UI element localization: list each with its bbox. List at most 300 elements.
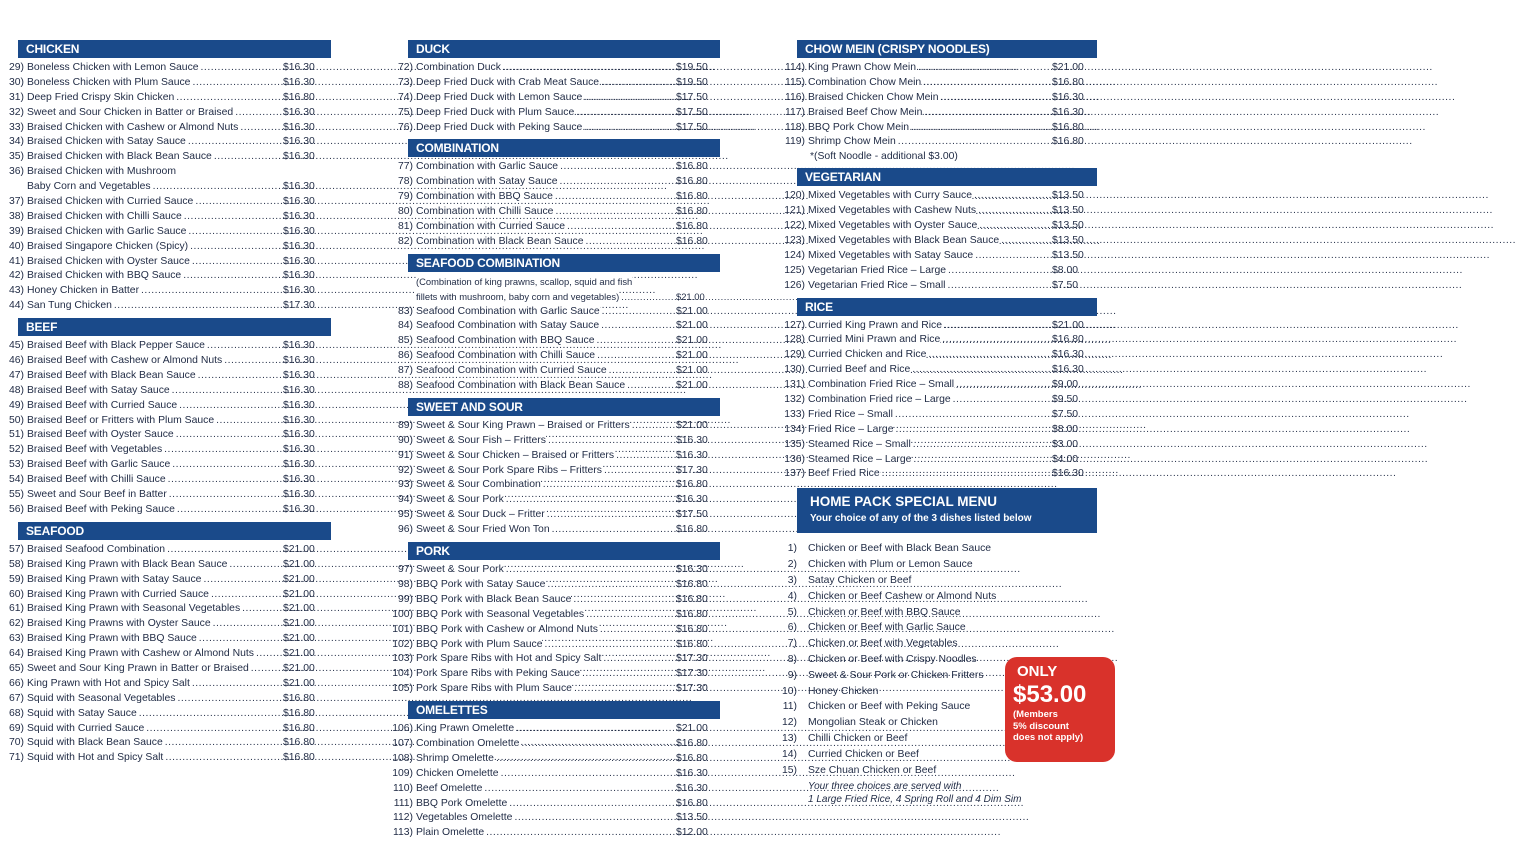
- menu-item: [388, 464, 728, 479]
- menu-item: [780, 393, 1080, 408]
- menu-item-name: Braised Chicken with Mushroom: [27, 166, 176, 178]
- menu-item-number: 116): [784, 91, 805, 103]
- menu-item: [388, 121, 728, 136]
- menu-item: [388, 478, 728, 493]
- menu-item: [0, 91, 335, 106]
- menu-item: [780, 204, 1084, 219]
- section-header-beef: BEEF: [18, 318, 331, 336]
- menu-item-price: $21.00: [676, 419, 708, 431]
- menu-item: [780, 264, 1080, 279]
- menu-item: [0, 736, 335, 751]
- menu-item-price: $21.00: [283, 618, 315, 630]
- menu-item-number: 47): [8, 369, 24, 381]
- menu-item-price: $16.30: [283, 196, 315, 208]
- menu-item-name: Pork Spare Ribs with Plum Sauce .....: [416, 682, 666, 697]
- menu-item-number: 126): [784, 279, 805, 291]
- menu-item: [0, 76, 335, 91]
- menu-item-name: Combination with Curried Sauce .....: [416, 220, 666, 235]
- menu-item-price: $16.30: [1052, 91, 1084, 103]
- home-pack-item: [780, 605, 1080, 621]
- menu-item: [388, 434, 728, 449]
- menu-item-number: 130): [784, 364, 805, 376]
- menu-item-number: 87): [397, 365, 413, 377]
- menu-item-number: 98): [397, 578, 413, 590]
- menu-item-number: 35): [8, 151, 24, 163]
- menu-item: [780, 348, 1084, 363]
- menu-item-price: $4.00: [1052, 453, 1079, 465]
- menu-item-number: 74): [397, 91, 413, 103]
- menu-item-number: 56): [8, 503, 24, 515]
- menu-item-name: King Prawn Chow Mein .....: [808, 61, 1046, 76]
- menu-item-number: 44): [8, 300, 24, 312]
- menu-item-number: 42): [8, 270, 24, 282]
- menu-item-price: $16.30: [283, 285, 315, 297]
- menu-item: [388, 638, 728, 653]
- menu-item-price: $16.30: [676, 782, 708, 794]
- menu-item-number: 133): [784, 408, 805, 420]
- home-pack-item-number: 11): [782, 701, 797, 713]
- menu-item: [780, 408, 1080, 423]
- menu-item-number: 48): [8, 384, 24, 396]
- home-pack-item-number: 6): [787, 622, 797, 634]
- menu-item-name: Steamed Rice – Small .....: [808, 438, 1046, 453]
- menu-item-number: 97): [397, 564, 413, 576]
- menu-item: [780, 319, 1084, 334]
- menu-item-name: Braised Beef with Black Bean Sauce .....: [27, 369, 273, 384]
- menu-item-name: Combination with Satay Sauce .....: [416, 175, 666, 190]
- menu-item-price: $16.30: [283, 121, 315, 133]
- menu-item-number: 125): [784, 264, 805, 276]
- menu-item-price: $21.00: [283, 648, 315, 660]
- menu-item-name: Braised King Prawn with Cashew or Almond Nuts .....: [27, 647, 273, 662]
- menu-item-name: Mixed Vegetables with Oyster Sauce .....: [808, 219, 1046, 234]
- note-text: (Combination of king prawns, scallop, squid and fish: [416, 275, 633, 287]
- menu-item: [388, 61, 728, 76]
- menu-item-name: Braised Beef with Oyster Sauce .....: [27, 428, 273, 443]
- home-pack-item-number: 5): [787, 606, 797, 618]
- menu-item-name: Braised Beef or Fritters with Plum Sauce .....: [27, 414, 273, 429]
- menu-item: [388, 379, 728, 394]
- home-pack-banner: [797, 488, 1097, 533]
- menu-item-number: 67): [8, 692, 24, 704]
- menu-item: [388, 220, 728, 235]
- menu-item-price: $21.00: [676, 350, 708, 362]
- menu-item-number: 119): [784, 136, 805, 148]
- menu-item-number: 89): [397, 419, 413, 431]
- menu-item-number: 39): [8, 225, 24, 237]
- menu-item-price: $21.00: [283, 633, 315, 645]
- menu-item-name: Combination Duck .....: [416, 61, 666, 76]
- menu-item-name: Combination with BBQ Sauce .....: [416, 190, 666, 205]
- menu-item-price: $16.30: [283, 429, 315, 441]
- menu-item-price: $16.80: [1052, 121, 1084, 133]
- menu-item-price: $17.50: [676, 121, 708, 133]
- menu-item-number: 51): [8, 429, 24, 441]
- home-pack-item: [780, 541, 1080, 557]
- menu-item: [0, 399, 335, 414]
- menu-item-number: 59): [8, 573, 24, 585]
- menu-item-price: $21.00: [676, 320, 708, 332]
- menu-item-number: 61): [8, 603, 24, 615]
- menu-item-name: Braised Chicken Chow Mein .....: [808, 91, 1046, 106]
- menu-item-name: Chicken Omelette .....: [416, 767, 666, 782]
- menu-item-price: $8.00: [1052, 264, 1079, 276]
- menu-item: [388, 593, 728, 608]
- menu-item: [780, 378, 1080, 393]
- menu-item: [388, 449, 728, 464]
- menu-item-name: Braised King Prawns with Oyster Sauce .....: [27, 617, 273, 632]
- menu-item-price: $16.30: [283, 62, 315, 73]
- menu-item-price: $16.30: [283, 270, 315, 282]
- menu-item-number: 95): [397, 509, 413, 521]
- menu-item-price: $21.00: [676, 380, 708, 392]
- section-omelettes: [388, 722, 728, 841]
- home-pack-item-number: 8): [787, 653, 797, 665]
- menu-item-number: 46): [8, 355, 24, 367]
- menu-item-number: 76): [397, 121, 413, 133]
- menu-item-price: $21.00: [1052, 62, 1084, 73]
- menu-item-price: $16.80: [1052, 76, 1084, 88]
- menu-item-name: Squid with Curried Sauce .....: [27, 722, 273, 737]
- menu-item: [388, 334, 728, 349]
- menu-item-price: $16.30: [676, 494, 708, 506]
- menu-item: [780, 333, 1084, 348]
- menu-item-name: Braised King Prawn with Seasonal Vegetables .....: [27, 602, 273, 617]
- section-header-chow-mein: CHOW MEIN (CRISPY NOODLES): [797, 40, 1097, 58]
- menu-item-number: 65): [8, 662, 24, 674]
- menu-item: [0, 269, 335, 284]
- section-header-pork: PORK: [408, 542, 720, 560]
- menu-item: [388, 364, 728, 379]
- menu-item-name: Beef Fried Rice .....: [808, 467, 1046, 482]
- home-pack-item-name: Satay Chicken or Beef: [808, 574, 912, 586]
- menu-item-number: 52): [8, 444, 24, 456]
- menu-item-name: BBQ Pork Chow Mein .....: [808, 121, 1046, 136]
- home-pack-item: [780, 636, 1080, 652]
- section-header-vegetarian: VEGETARIAN: [797, 168, 1097, 186]
- menu-item-name: Braised Chicken with Chilli Sauce .....: [27, 210, 273, 225]
- section-header-seafood-combination: SEAFOOD COMBINATION: [408, 254, 720, 272]
- menu-item-price: $21.00: [283, 558, 315, 570]
- menu-item-name: Combination with Garlic Sauce .....: [416, 160, 666, 175]
- home-pack-item-number: 14): [781, 748, 797, 760]
- menu-item-number: 122): [784, 220, 805, 232]
- home-pack-item: [780, 573, 1080, 589]
- menu-item-number: 115): [784, 76, 805, 88]
- menu-item-number: 84): [397, 320, 413, 332]
- menu-item-name: Vegetarian Fried Rice – Small .....: [808, 279, 1046, 294]
- seafood-combination-note-2: [388, 290, 728, 305]
- home-pack-footer-2: 1 Large Fried Rice, 4 Spring Roll and 4 Dim Sim: [808, 794, 1022, 806]
- menu-item-number: 102): [392, 638, 413, 650]
- home-pack-item-name: Chilli Chicken or Beef: [808, 732, 908, 744]
- menu-item-name: Braised Singapore Chicken (Spicy) .....: [27, 240, 273, 255]
- menu-item-number: 129): [784, 349, 805, 361]
- menu-item-name: Honey Chicken in Batter .....: [27, 284, 273, 299]
- menu-item-name: Shrimp Chow Mein .....: [808, 135, 1046, 150]
- menu-item-price: $17.30: [676, 668, 708, 680]
- menu-item-name: Fried Rice – Small .....: [808, 408, 1046, 423]
- menu-item: [388, 797, 728, 812]
- menu-item: [0, 369, 335, 384]
- menu-item: [0, 647, 335, 662]
- menu-item-name: Deep Fried Duck with Crab Meat Sauce .....: [416, 76, 666, 91]
- menu-column-left: [0, 40, 335, 766]
- menu-item-number: 68): [8, 707, 24, 719]
- menu-item-price: $16.30: [283, 210, 315, 222]
- menu-item-name: Braised Beef with Cashew or Almond Nuts .....: [27, 354, 273, 369]
- menu-item: [0, 662, 335, 677]
- menu-item-price: $16.80: [1052, 136, 1084, 148]
- section-header-omelettes: OMELETTES: [408, 701, 720, 719]
- menu-item-price: $17.50: [676, 106, 708, 118]
- home-pack-item-name: Chicken or Beef with Peking Sauce: [808, 701, 971, 713]
- section-seafood-combination: [388, 305, 728, 394]
- menu-item-name: Squid with Hot and Spicy Salt .....: [27, 751, 273, 766]
- menu-item-number: 55): [8, 489, 24, 501]
- menu-item-number: 54): [8, 474, 24, 486]
- menu-item-price: $13.50: [1052, 249, 1084, 261]
- menu-item-number: 109): [392, 767, 413, 779]
- menu-item-name: Braised Seafood Combination .....: [27, 543, 273, 558]
- menu-item-name: Sweet & Sour Pork Spare Ribs – Fritters .....: [416, 464, 666, 479]
- menu-item: [388, 190, 728, 205]
- home-pack-title: HOME PACK SPECIAL MENU: [810, 494, 998, 510]
- menu-item-name: Seafood Combination with BBQ Sauce .....: [416, 334, 666, 349]
- menu-item: [0, 458, 335, 473]
- menu-item-number: 31): [8, 91, 24, 103]
- menu-item-price: $16.30: [283, 369, 315, 381]
- menu-item-number: 60): [8, 588, 24, 600]
- menu-item-number: 62): [8, 618, 24, 630]
- menu-item-name: King Prawn Omelette .....: [416, 722, 666, 737]
- menu-item-number: 50): [8, 414, 24, 426]
- menu-item-number: 104): [392, 668, 413, 680]
- section-duck: [388, 61, 728, 135]
- badge-only-label: ONLY: [1017, 663, 1058, 680]
- menu-item: [0, 573, 335, 588]
- menu-item-name: Deep Fried Duck with Peking Sauce .....: [416, 121, 666, 136]
- menu-item-number: 135): [784, 438, 805, 450]
- section-sweet-sour: [388, 419, 728, 538]
- menu-item-price: $16.30: [283, 355, 315, 367]
- home-pack-item: [780, 763, 1080, 779]
- menu-item-price: $21.00: [283, 588, 315, 600]
- menu-item: [0, 473, 335, 488]
- menu-item-price: $7.50: [1052, 408, 1079, 420]
- menu-item-name: Sweet & Sour Pork .....: [416, 563, 666, 578]
- menu-item-number: 124): [784, 249, 805, 261]
- menu-item-price: $9.50: [1052, 394, 1079, 406]
- menu-item: [780, 61, 1084, 76]
- menu-item-price: $16.80: [676, 638, 708, 650]
- menu-item-number: 96): [397, 524, 413, 536]
- menu-item: [780, 189, 1084, 204]
- home-pack-footer-1: Your three choices are served with: [808, 781, 962, 793]
- menu-item-price: $19.50: [676, 76, 708, 88]
- menu-item-number: 36): [8, 166, 24, 178]
- menu-item: [388, 667, 728, 682]
- menu-item: [780, 249, 1084, 264]
- menu-item-number: 79): [397, 191, 413, 203]
- menu-item-name: BBQ Pork with Cashew or Almond Nuts .....: [416, 623, 666, 638]
- menu-item-number: 100): [392, 608, 413, 620]
- menu-item-price: $16.80: [676, 797, 708, 809]
- menu-item: [0, 414, 335, 429]
- menu-item-name: Curried Chicken and Rice .....: [808, 348, 1046, 363]
- menu-item-name: San Tung Chicken .....: [27, 299, 273, 314]
- menu-item-number: 38): [8, 210, 24, 222]
- seafood-combination-note: [388, 275, 728, 290]
- menu-item-number: 134): [784, 423, 805, 435]
- menu-item-price: $16.30: [283, 414, 315, 426]
- menu-item: [388, 623, 728, 638]
- menu-item-price: $7.50: [1052, 279, 1079, 291]
- menu-item-number: 123): [784, 235, 805, 247]
- menu-item-number: 121): [784, 205, 805, 217]
- menu-item: [780, 438, 1080, 453]
- section-beef: [0, 339, 335, 518]
- home-pack-item-name: Chicken with Plum or Lemon Sauce: [808, 559, 973, 571]
- menu-item-name: Curried Mini Prawn and Rice .....: [808, 333, 1046, 348]
- menu-item-number: 72): [397, 62, 413, 73]
- menu-item-name: Deep Fried Crispy Skin Chicken .....: [27, 91, 273, 106]
- menu-item-price: $16.80: [676, 623, 708, 635]
- menu-item: [0, 384, 335, 399]
- menu-item-number: 29): [8, 62, 24, 73]
- menu-item-price: $16.30: [1052, 106, 1084, 118]
- menu-item-name: Shrimp Omelette .....: [416, 752, 666, 767]
- menu-item-name: Braised Beef with Chilli Sauce .....: [27, 473, 273, 488]
- menu-item-number: 78): [397, 176, 413, 188]
- menu-item-name: Steamed Rice – Large .....: [808, 453, 1046, 468]
- menu-item-number: 111): [393, 797, 413, 809]
- menu-item: [388, 106, 728, 121]
- menu-item-name: Braised Beef with Vegetables .....: [27, 443, 273, 458]
- menu-item-name: Combination Fried Rice – Small .....: [808, 378, 1046, 393]
- menu-item-number: 71): [8, 752, 24, 764]
- menu-item: [0, 751, 335, 766]
- menu-item-name: Braised Chicken with Oyster Sauce .....: [27, 255, 273, 270]
- menu-item-number: 101): [392, 623, 413, 635]
- menu-item-price: $16.80: [283, 692, 315, 704]
- menu-item-price: $16.80: [283, 91, 315, 103]
- menu-item-name: Combination Chow Mein .....: [808, 76, 1046, 91]
- home-pack-item-number: 10): [781, 685, 797, 697]
- menu-item-price: $16.30: [1052, 468, 1084, 480]
- home-pack-item-name: Chicken or Beef Cashew or Almond Nuts: [808, 590, 997, 602]
- menu-item-number: 106): [392, 723, 413, 735]
- menu-item-price: $16.30: [676, 449, 708, 461]
- menu-item-price: $13.50: [1052, 220, 1084, 232]
- menu-item: [388, 508, 728, 523]
- menu-item-price: $8.00: [1052, 423, 1079, 435]
- home-pack-item-number: 3): [787, 574, 797, 586]
- menu-item-name: Braised Chicken with Curried Sauce .....: [27, 195, 273, 210]
- menu-item-price: $16.30: [283, 76, 315, 88]
- menu-item-name: Braised King Prawn with Curried Sauce .....: [27, 588, 273, 603]
- menu-item-price: $21.00: [283, 573, 315, 585]
- menu-item-name: Baby Corn and Vegetables .....: [27, 180, 273, 195]
- menu-item-number: 127): [784, 319, 805, 331]
- home-pack-item-number: 12): [781, 717, 797, 729]
- menu-item-name: Seafood Combination with Curried Sauce .....: [416, 364, 666, 379]
- menu-item-name: Plain Omelette .....: [416, 826, 666, 841]
- menu-item-number: 34): [8, 136, 24, 148]
- menu-item: [0, 488, 335, 503]
- menu-item-name: Braised Chicken with BBQ Sauce .....: [27, 269, 273, 284]
- menu-item: [388, 826, 728, 841]
- menu-item-number: 70): [8, 737, 24, 749]
- menu-item-price: $16.30: [676, 564, 708, 576]
- menu-item-price: $16.80: [676, 524, 708, 536]
- menu-item-name: BBQ Pork with Black Bean Sauce .....: [416, 593, 666, 608]
- home-pack-item-name: Honey Chicken: [808, 685, 879, 697]
- menu-item-name: Braised Beef Chow Mein .....: [808, 106, 1046, 121]
- menu-item-number: 63): [8, 633, 24, 645]
- menu-item-price: $16.80: [676, 593, 708, 605]
- menu-item-number: 105): [392, 683, 413, 695]
- menu-item-number: 58): [8, 558, 24, 570]
- section-rice: [780, 319, 1084, 483]
- menu-item: [0, 339, 335, 354]
- menu-item-price: $19.50: [676, 62, 708, 73]
- menu-item-name: Braised Beef with Satay Sauce .....: [27, 384, 273, 399]
- section-seafood: [0, 543, 335, 766]
- menu-item-price: $16.80: [676, 235, 708, 247]
- menu-item: [388, 682, 728, 697]
- badge-members-line-1: (Members: [1013, 709, 1058, 720]
- menu-item-price: $16.80: [283, 707, 315, 719]
- menu-item-number: 83): [397, 305, 413, 317]
- menu-item: [388, 782, 728, 797]
- menu-item: [780, 453, 1080, 468]
- menu-item: [388, 76, 728, 91]
- menu-item-price: $13.50: [1052, 235, 1084, 247]
- menu-item-price: $16.80: [676, 206, 708, 218]
- menu-item-price: $17.30: [676, 464, 708, 476]
- menu-item: [0, 61, 335, 76]
- section-header-combination: COMBINATION: [408, 139, 720, 157]
- menu-item-name: Curried Beef and Rice .....: [808, 363, 1046, 378]
- menu-item: [388, 563, 728, 578]
- menu-item-number: 112): [392, 812, 413, 824]
- menu-item: [780, 219, 1084, 234]
- menu-item-name: Deep Fried Duck with Lemon Sauce .....: [416, 91, 666, 106]
- section-pork: [388, 563, 728, 697]
- menu-item: [388, 737, 728, 752]
- menu-item-price: $21.00: [1052, 319, 1084, 331]
- menu-item-number: 103): [392, 653, 413, 665]
- menu-item-price: $13.50: [676, 812, 708, 824]
- menu-item-name: Squid with Seasonal Vegetables .....: [27, 692, 273, 707]
- menu-item-name: BBQ Pork with Satay Sauce .....: [416, 578, 666, 593]
- home-pack-item: [780, 589, 1080, 605]
- menu-item-number: 92): [397, 464, 413, 476]
- menu-item-price: $16.80: [283, 737, 315, 749]
- menu-item: [0, 692, 335, 707]
- price-badge: [1005, 657, 1115, 762]
- menu-item-name: Seafood Combination with Garlic Sauce .....: [416, 305, 666, 320]
- menu-item: [0, 632, 335, 647]
- home-pack-item: [780, 557, 1080, 573]
- menu-item: [780, 363, 1084, 378]
- menu-item-price: $16.30: [283, 503, 315, 515]
- menu-item-price: $21.00: [283, 543, 315, 555]
- menu-item-price: $16.80: [676, 578, 708, 590]
- menu-item-price: $16.30: [283, 444, 315, 456]
- menu-item: [0, 503, 335, 518]
